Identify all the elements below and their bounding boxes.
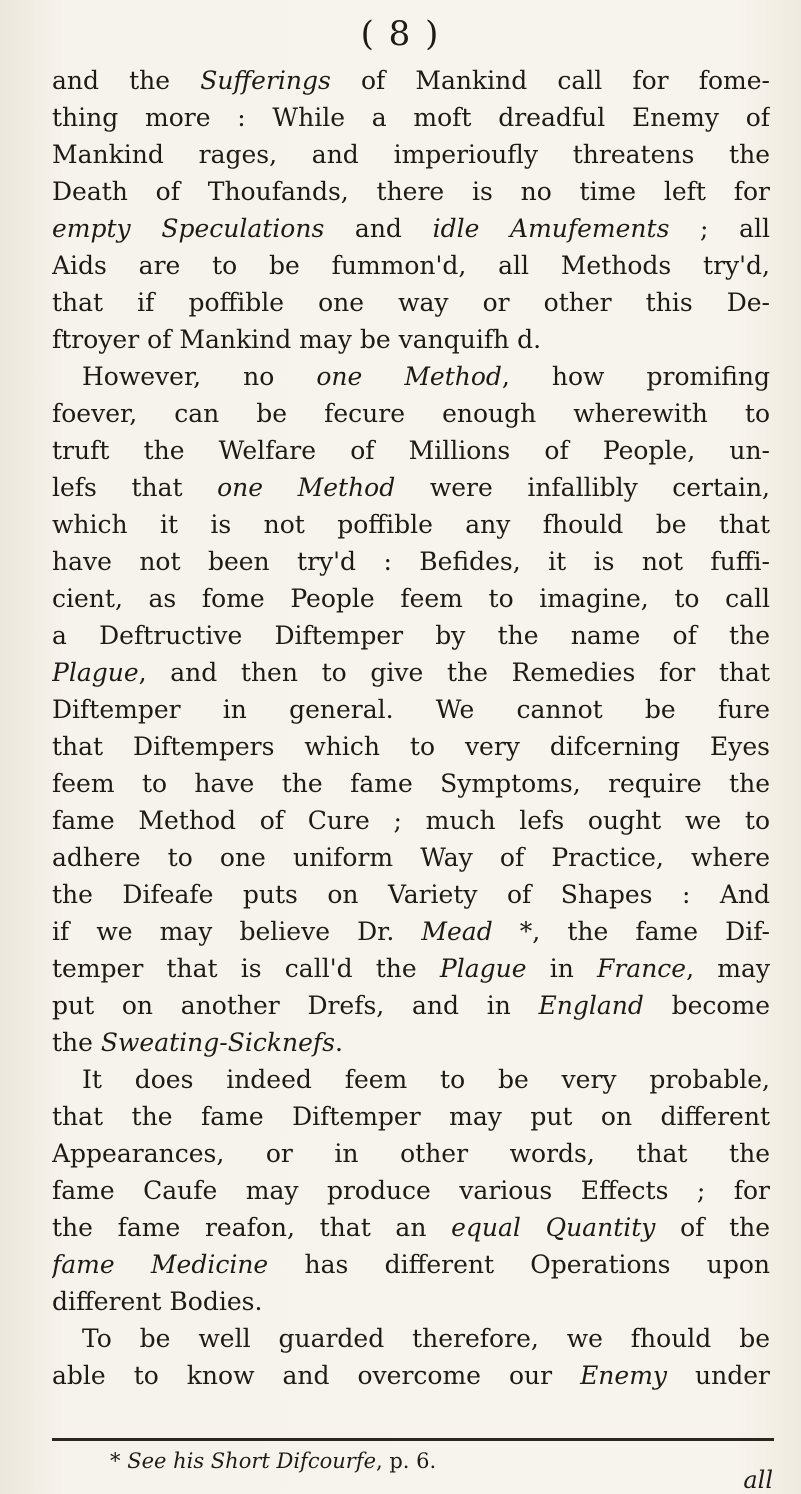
text-line: if we may believe Dr. Mead *, the fame Dif- [52, 917, 770, 946]
text-line: feem to have the fame Symptoms, require the [52, 769, 770, 798]
text-line: that Diftempers which to very difcerning Eyes [52, 732, 770, 761]
text-line: Diftemper in general. We cannot be fure [52, 695, 770, 724]
text-line: the Difeafe puts on Variety of Shapes : And [52, 880, 770, 909]
text-line: Mankind rages, and imperioufly threatens the [52, 140, 770, 169]
text-line: It does indeed feem to be very probable, [82, 1065, 770, 1094]
text-line: fame Medicine has different Operations upon [52, 1250, 770, 1279]
text-line: thing more : While a moft dreadful Enemy of [52, 103, 770, 132]
text-line: the Sweating-Sicknefs. [52, 1028, 343, 1057]
text-line: and the Sufferings of Mankind call for fome- [52, 66, 770, 95]
text-line: have not been try'd : Befides, it is not fuffi- [52, 547, 770, 576]
text-line: different Bodies. [52, 1287, 263, 1316]
text-line: To be well guarded therefore, we fhould be [82, 1324, 770, 1353]
text-line: fame Caufe may produce various Effects ; for [52, 1176, 770, 1205]
text-line: adhere to one uniform Way of Practice, where [52, 843, 770, 872]
text-line: able to know and overcome our Enemy under [52, 1361, 770, 1390]
text-line: However, no one Method, how promifing [82, 362, 770, 391]
text-line: Plague, and then to give the Remedies for that [52, 658, 770, 687]
text-line: that if poffible one way or other this De- [52, 288, 770, 317]
text-line: Aids are to be fummon'd, all Methods try'd, [52, 251, 770, 280]
text-line: put on another Drefs, and in England become [52, 991, 770, 1020]
catchword: all [743, 1466, 773, 1494]
text-line: which it is not poffible any fhould be that [52, 510, 770, 539]
text-line: a Deftructive Diftemper by the name of the [52, 621, 770, 650]
footnote-divider [52, 1438, 774, 1441]
footnote: * See his Short Difcourfe, p. 6. [110, 1449, 437, 1473]
text-line: Death of Thoufands, there is no time left for [52, 177, 770, 206]
text-line: lefs that one Method were infallibly certain, [52, 473, 770, 502]
text-line: truft the Welfare of Millions of People, un- [52, 436, 770, 465]
body-text [52, 62, 770, 1394]
page-number: ( 8 ) [360, 14, 441, 54]
text-line: temper that is call'd the Plague in France, may [52, 954, 770, 983]
text-line: fame Method of Cure ; much lefs ought we to [52, 806, 770, 835]
text-line: that the fame Diftemper may put on different [52, 1102, 770, 1131]
text-line: ftroyer of Mankind may be vanquifh d. [52, 325, 542, 354]
text-line: foever, can be fecure enough wherewith to [52, 399, 770, 428]
text-line: the fame reafon, that an equal Quantity of the [52, 1213, 770, 1242]
text-line: Appearances, or in other words, that the [52, 1139, 770, 1168]
text-line: empty Speculations and idle Amufements ; all [52, 214, 770, 243]
text-line: cient, as fome People feem to imagine, to call [52, 584, 770, 613]
